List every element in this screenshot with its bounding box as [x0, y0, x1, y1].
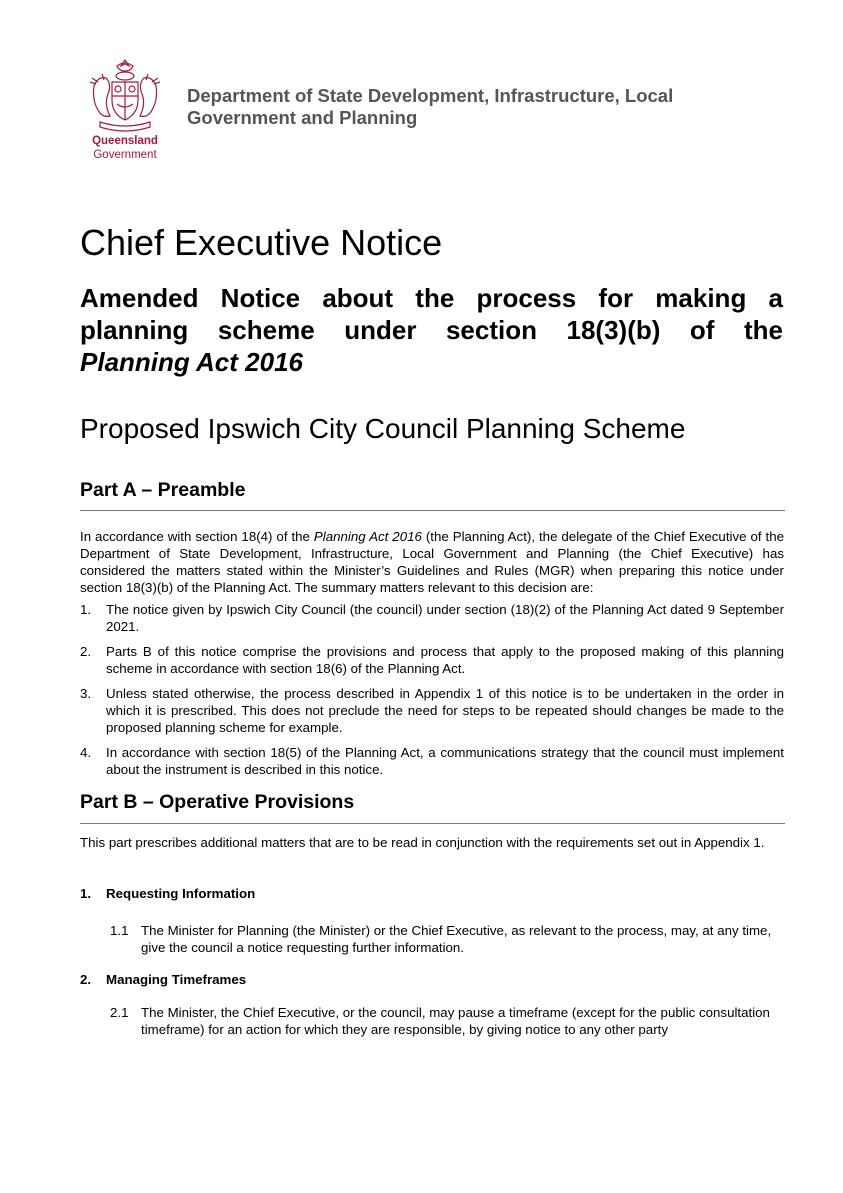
clause-number: 1.1	[110, 923, 129, 938]
department-name	[187, 85, 747, 129]
section-title: Managing Timeframes	[106, 972, 247, 987]
list-item	[80, 685, 784, 736]
part-b-divider	[80, 823, 785, 824]
department-line-1: Department of State Development, Infrastructure, Local	[187, 85, 674, 106]
section-heading-managing-timeframes	[80, 971, 246, 988]
list-item-number: 3.	[80, 686, 92, 701]
logo-wordmark-2: Government	[93, 149, 157, 161]
clause-text: The Minister for Planning (the Minister) or the Chief Executive, as relevant to the process, may, at any time, give the council a notice requesting further information.	[141, 923, 772, 955]
part-a-heading: Part A – Preamble	[80, 479, 246, 501]
logo-wordmark-1: Queensland	[92, 135, 158, 147]
act-title: Planning Act 2016	[80, 347, 303, 377]
queensland-government-logo	[84, 56, 166, 164]
list-item-number: 1.	[80, 602, 92, 617]
subtitle-line-1: Amended Notice about the process for making a	[80, 283, 783, 313]
coat-of-arms-icon	[84, 56, 166, 164]
intro-act-name: Planning Act 2016	[313, 529, 422, 544]
intro-text-1: In accordance with section 18(4) of the	[80, 529, 314, 544]
section-number: 1.	[80, 886, 92, 901]
section-heading-requesting-information	[80, 885, 255, 902]
list-item-text: The notice given by Ipswich City Council (the council) under section (18)(2) of the Planning Act dated 9 September 2021.	[106, 602, 784, 634]
list-item-number: 2.	[80, 644, 92, 659]
part-a-intro	[80, 528, 784, 596]
document-title: Chief Executive Notice	[80, 222, 443, 263]
document-subtitle	[80, 282, 783, 378]
part-b-intro: This part prescribes additional matters that are to be read in conjunction with the requirements set out in Appendix 1.	[80, 835, 765, 850]
list-item	[80, 744, 784, 778]
part-a-divider	[80, 510, 785, 511]
intro-text-2: (the Planning Act), the delegate of the Chief Executive of the Department of State Development, Infrastructure, Local Government and Planning (the Chief Executive) has considered the matters stated within the Minister’s Guidelines and Rules (MGR) when preparing this notice under section 18(3)(b) of the Planning Act. The summary matters relevant to this decision are:	[80, 529, 784, 595]
clause-1-1	[110, 922, 782, 956]
clause-2-1	[110, 1004, 782, 1038]
preamble-list	[80, 601, 784, 786]
part-b-heading: Part B – Operative Provisions	[80, 791, 355, 813]
section-title: Requesting Information	[106, 886, 256, 901]
subtitle-line-3	[80, 346, 783, 378]
scheme-name: Proposed Ipswich City Council Planning Scheme	[80, 413, 686, 444]
list-item	[80, 601, 784, 635]
clause-text: The Minister, the Chief Executive, or the council, may pause a timeframe (except for the public consultation timeframe) for an action for which they are responsible, by giving notice to any other party	[141, 1005, 770, 1037]
list-item	[80, 643, 784, 677]
subtitle-line-2: planning scheme under section 18(3)(b) of the	[80, 315, 783, 345]
clause-number: 2.1	[110, 1005, 129, 1020]
list-item-number: 4.	[80, 745, 92, 760]
list-item-text: Parts B of this notice comprise the provisions and process that apply to the proposed making of this planning scheme in accordance with section 18(6) of the Planning Act.	[106, 644, 784, 676]
list-item-text: Unless stated otherwise, the process described in Appendix 1 of this notice is to be undertaken in the order in which it is prescribed. This does not preclude the need for steps to be repeated should changes be made to the proposed planning scheme for example.	[106, 686, 784, 735]
section-number: 2.	[80, 972, 92, 987]
department-line-2: Government and Planning	[187, 107, 418, 128]
list-item-text: In accordance with section 18(5) of the Planning Act, a communications strategy that the council must implement about the instrument is described in this notice.	[106, 745, 784, 777]
